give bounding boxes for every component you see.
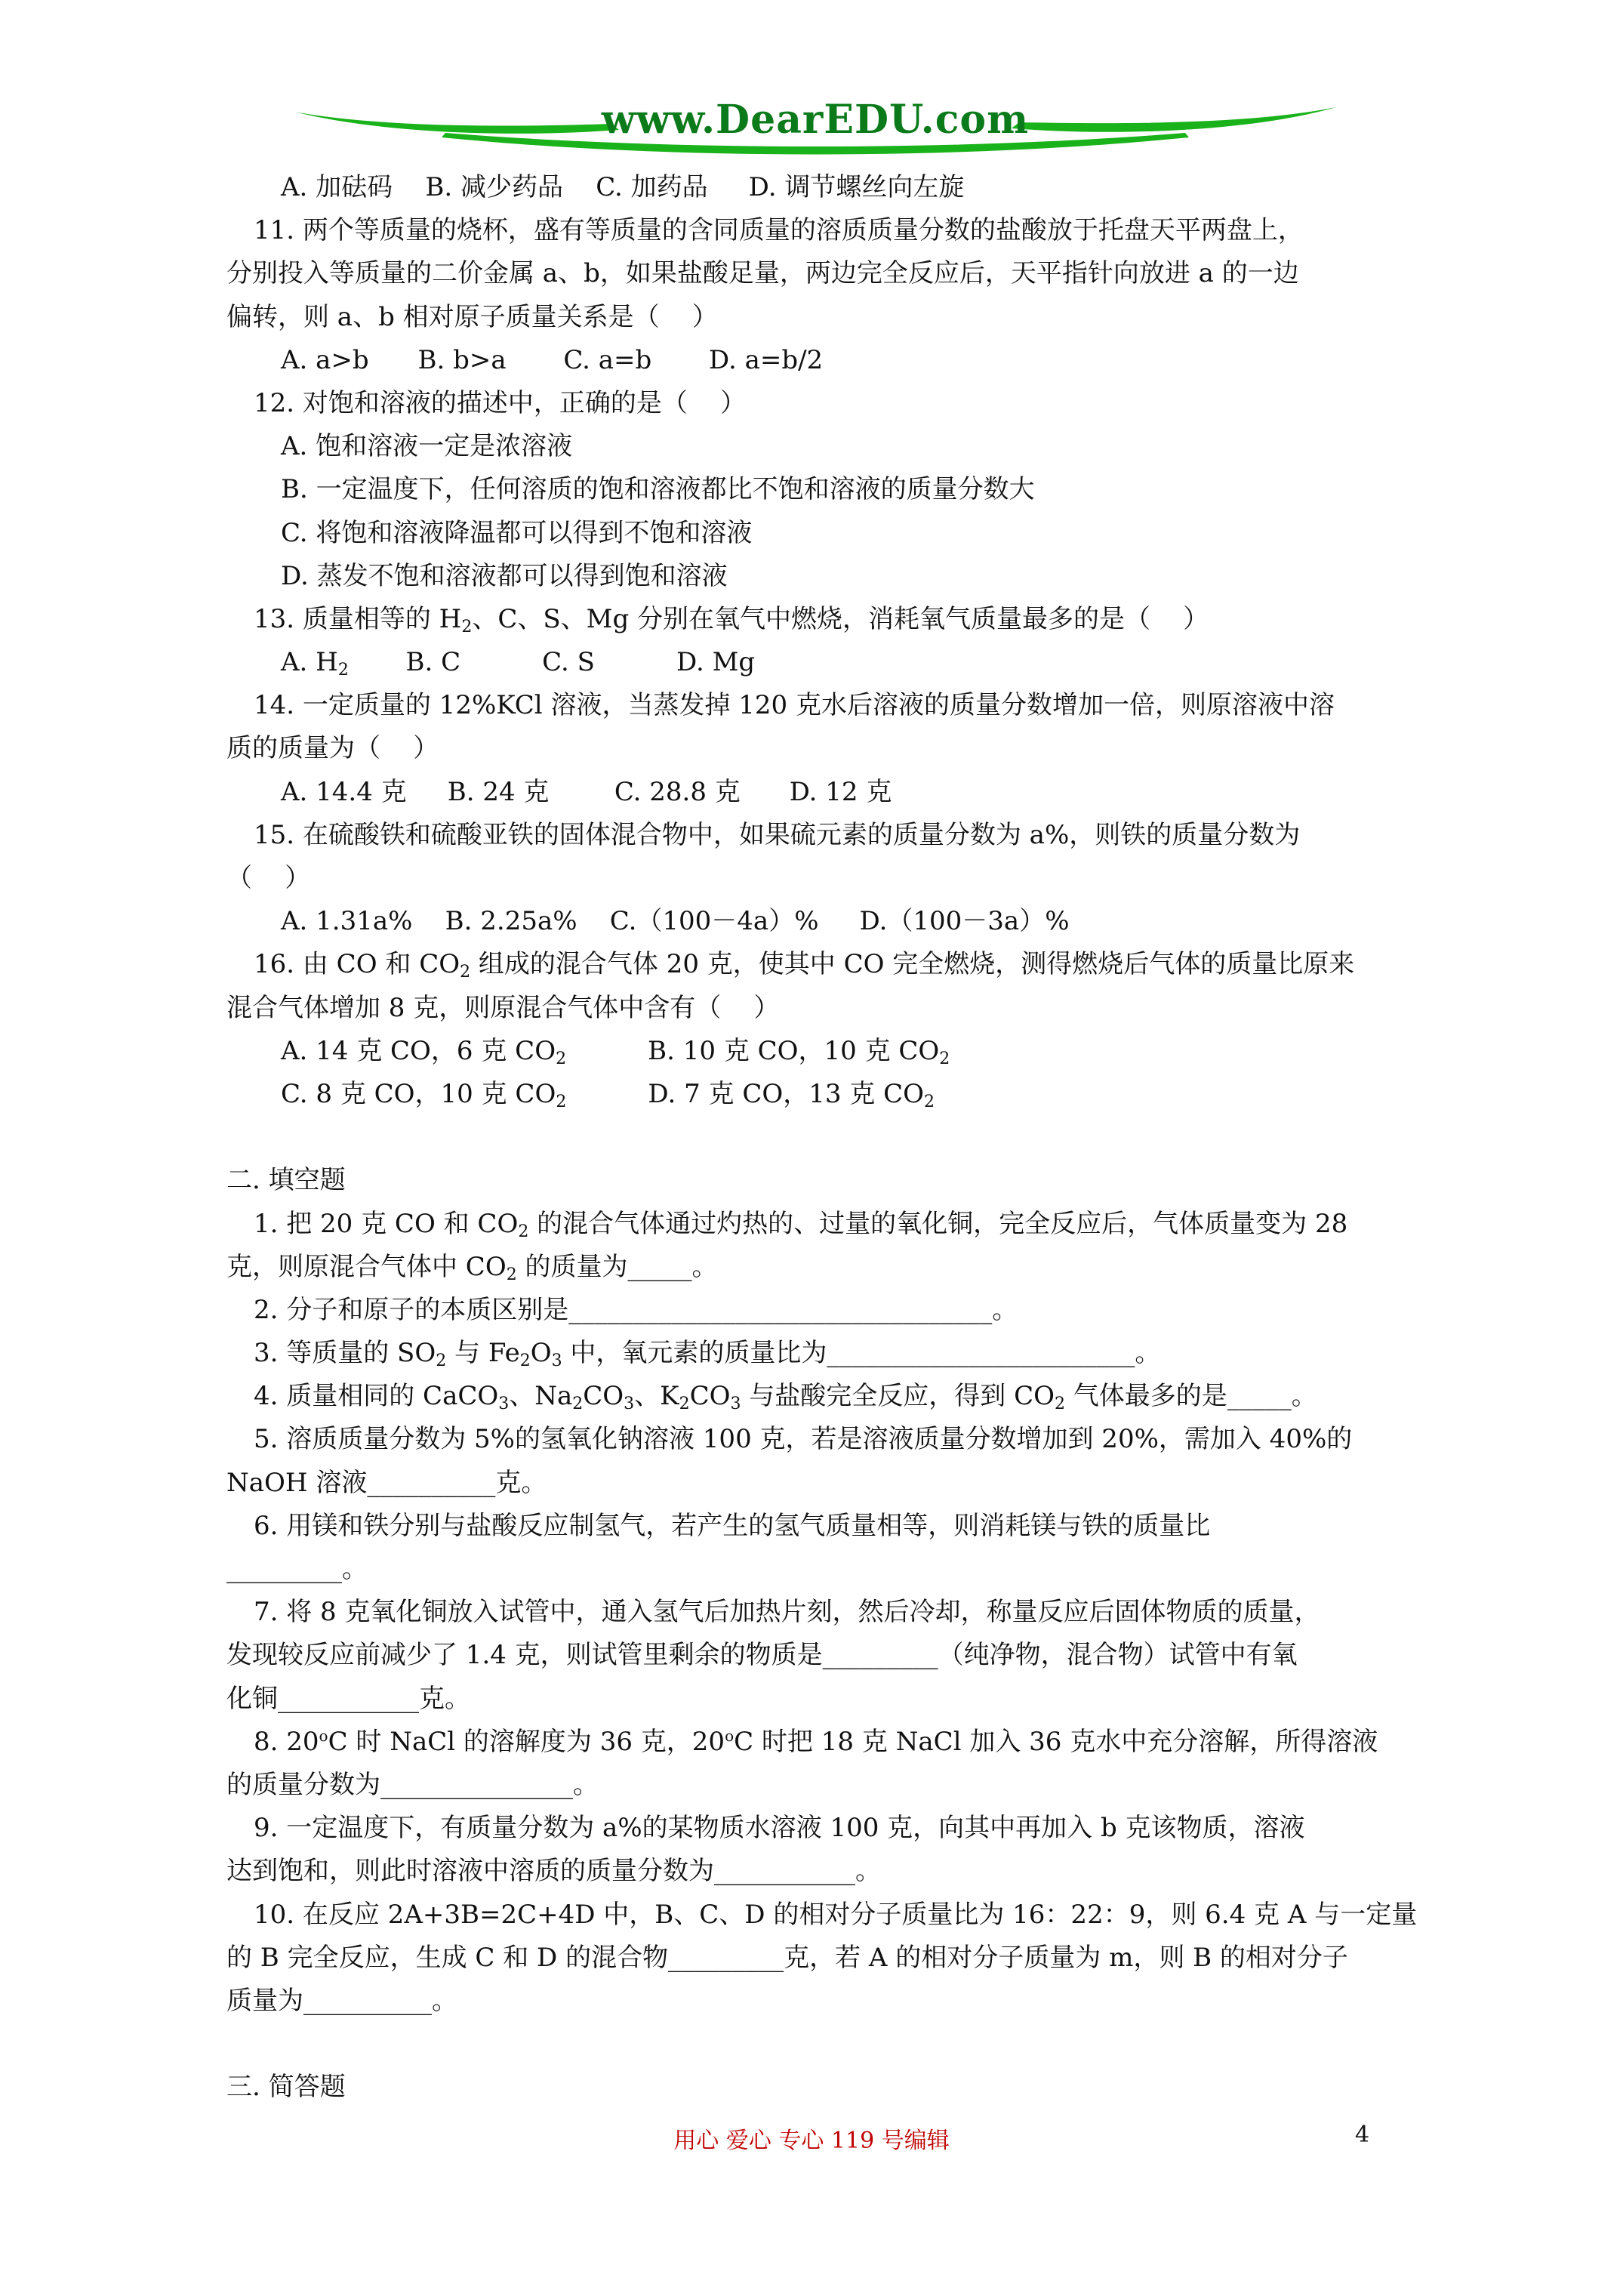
text-segment: B. 10 克 CO，10 克 CO: [566, 1035, 940, 1066]
text-segment: A. H: [281, 647, 338, 678]
text-segment: A. 14 克 CO，6 克 CO: [281, 1035, 556, 1066]
text-segment: D. 蒸发不饱和溶液都可以得到饱和溶液: [281, 560, 728, 591]
text-segment: 16. 由 CO 和 CO: [254, 949, 460, 980]
text-segment: 化铜___________克。: [226, 1683, 470, 1714]
superscript: o: [725, 1726, 735, 1745]
text-segment: 中，氧元素的质量比为________________________。: [562, 1338, 1161, 1369]
text-segment: 偏转，则 a、b 相对原子质量关系是（ ）: [226, 301, 718, 332]
text-segment: 克，则原混合气体中 CO: [226, 1251, 507, 1282]
footer-editor-note: 用心 爱心 专心 119 号编辑: [673, 2128, 950, 2154]
text-line: [226, 1850, 1427, 1893]
subscript: 2: [506, 1265, 517, 1284]
text-line: [226, 857, 1427, 900]
text-segment: 12. 对饱和溶液的描述中，正确的是（ ）: [254, 387, 747, 418]
text-line: [226, 1591, 1427, 1634]
text-segment: 的质量分数为_______________。: [226, 1769, 599, 1800]
text-line: [226, 1418, 1427, 1461]
subscript: 2: [436, 1351, 447, 1371]
blank-line: [226, 1116, 1427, 1159]
subscript: 2: [460, 963, 471, 982]
page-number: 4: [1355, 2122, 1370, 2148]
subscript: 2: [518, 1222, 529, 1241]
text-line: [226, 1678, 1427, 1721]
text-line: [226, 1159, 1427, 1202]
text-line: [226, 1980, 1427, 2023]
text-segment: 5. 溶质质量分数为 5%的氢氧化钠溶液 100 克，若是溶液质量分数增加到 20%，需加入 40%的: [254, 1424, 1353, 1455]
subscript: 3: [730, 1395, 741, 1414]
text-segment: D. 7 克 CO，13 克 CO: [566, 1078, 924, 1109]
text-segment: 3. 等质量的 SO: [254, 1338, 436, 1369]
text-segment: 11. 两个等质量的烧杯，盛有等质量的含同质量的溶质质量分数的盐酸放于托盘天平两盘上，: [254, 215, 1304, 246]
text-line: [226, 1073, 1427, 1116]
text-line: [226, 1505, 1427, 1548]
text-segment: 9. 一定温度下，有质量分数为 a%的某物质水溶液 100 克，向其中再加入 b 克该物质，溶液: [254, 1813, 1305, 1844]
text-line: [226, 1548, 1427, 1591]
text-segment: 发现较反应前减少了 1.4 克，则试管里剩余的物质是_________（纯净物，混合物）试管中有氧: [226, 1640, 1298, 1671]
text-line: [226, 1332, 1427, 1375]
site-logo-text: www.DearEDU.com: [601, 97, 1030, 143]
subscript: 2: [461, 617, 473, 636]
text-segment: A. 加砝码 B. 减少药品 C. 加药品 D. 调节螺丝向左旋: [281, 172, 965, 202]
blank-line: [226, 2023, 1427, 2066]
text-line: [226, 1721, 1427, 1764]
text-line: [226, 641, 1427, 684]
text-line: [226, 1937, 1427, 1980]
text-line: [226, 555, 1427, 598]
text-segment: 7. 将 8 克氧化铜放入试管中，通入氢气后加热片刻，然后冷却，称量反应后固体物质的质量，: [254, 1597, 1320, 1628]
text-segment: 8. 20: [254, 1726, 319, 1757]
text-segment: 、Na: [509, 1381, 573, 1412]
text-segment: C 时把 18 克 NaCl 加入 36 克水中充分溶解，所得溶液: [734, 1726, 1378, 1757]
text-segment: 、C、S、Mg 分别在氧气中燃烧，消耗氧气质量最多的是（ ）: [472, 603, 1209, 634]
text-segment: 、K: [634, 1381, 679, 1412]
subscript: 2: [572, 1395, 584, 1414]
text-line: [226, 814, 1427, 857]
text-segment: （ ）: [226, 863, 311, 893]
exam-content: [226, 166, 1427, 2109]
text-line: [226, 1030, 1427, 1073]
subscript: 3: [551, 1351, 562, 1371]
text-line: [226, 987, 1427, 1030]
text-line: [226, 209, 1427, 252]
text-line: [226, 727, 1427, 770]
text-segment: 1. 把 20 克 CO 和 CO: [254, 1208, 519, 1239]
text-segment: 达到饱和，则此时溶液中溶质的质量分数为___________。: [226, 1856, 881, 1887]
text-segment: C. 8 克 CO，10 克 CO: [281, 1078, 556, 1109]
subscript: 3: [498, 1395, 510, 1414]
text-line: [226, 468, 1427, 511]
text-line: [226, 252, 1427, 295]
text-line: [226, 598, 1427, 641]
text-segment: NaOH 溶液__________克。: [226, 1467, 547, 1498]
text-line: [226, 684, 1427, 727]
text-segment: 与盐酸完全反应，得到 CO: [741, 1381, 1055, 1412]
subscript: 2: [337, 661, 349, 680]
text-line: [226, 1807, 1427, 1850]
text-segment: 三. 简答题: [226, 2072, 346, 2103]
subscript: 2: [519, 1351, 531, 1371]
text-segment: 6. 用镁和铁分别与盐酸反应制氢气，若产生的氢气质量相等，则消耗镁与铁的质量比: [254, 1510, 1211, 1541]
text-line: [226, 900, 1427, 943]
text-segment: 二. 填空题: [226, 1165, 346, 1196]
text-line: [226, 2066, 1427, 2109]
text-line: [226, 166, 1427, 209]
text-segment: 分别投入等质量的二价金属 a、b，如果盐酸足量，两边完全反应后，天平指针向放进 a 的一边: [226, 258, 1299, 289]
text-line: [226, 771, 1427, 814]
subscript: 2: [1054, 1395, 1065, 1414]
text-segment: 与 Fe: [446, 1338, 520, 1369]
subscript: 2: [939, 1049, 950, 1068]
text-segment: 15. 在硫酸铁和硫酸亚铁的固体混合物中，如果硫元素的质量分数为 a%，则铁的质量分数为: [254, 819, 1301, 850]
text-segment: A. 饱和溶液一定是浓溶液: [281, 431, 573, 462]
text-line: [226, 512, 1427, 555]
text-segment: 混合气体增加 8 克，则原混合气体中含有（ ）: [226, 992, 780, 1023]
text-segment: B. C C. S D. Mg: [348, 647, 756, 678]
subscript: 3: [624, 1395, 635, 1414]
text-line: [226, 339, 1427, 382]
subscript: 2: [556, 1092, 567, 1111]
text-segment: 4. 质量相同的 CaCO: [254, 1381, 499, 1412]
text-segment: O: [530, 1338, 552, 1369]
subscript: 2: [923, 1092, 935, 1111]
text-line: [226, 1375, 1427, 1418]
text-segment: CO: [689, 1381, 731, 1412]
text-line: [226, 943, 1427, 986]
header-banner: [294, 91, 1336, 162]
text-line: [226, 1462, 1427, 1505]
text-segment: B. 一定温度下，任何溶质的饱和溶液都比不饱和溶液的质量分数大: [281, 474, 1035, 505]
text-segment: CO: [583, 1381, 624, 1412]
text-line: [226, 1634, 1427, 1677]
text-line: [226, 1289, 1427, 1332]
text-segment: 质量为__________。: [226, 1985, 457, 2016]
text-segment: 14. 一定质量的 12%KCl 溶液，当蒸发掉 120 克水后溶液的质量分数增加一倍，则原溶液中溶: [254, 690, 1335, 721]
text-line: [226, 296, 1427, 339]
text-segment: 气体最多的是_____。: [1064, 1381, 1317, 1412]
text-line: [226, 1203, 1427, 1246]
text-segment: 10. 在反应 2A+3B=2C+4D 中，B、C、D 的相对分子质量比为 16：22：9，则 6.4 克 A 与一定量: [254, 1899, 1418, 1930]
text-segment: A. 1.31a% B. 2.25a% C.（100－4a）% D.（100－3a）%: [281, 906, 1070, 937]
text-line: [226, 1246, 1427, 1289]
text-segment: 质的质量为（ ）: [226, 733, 439, 764]
superscript: o: [319, 1726, 328, 1745]
subscript: 2: [679, 1395, 690, 1414]
text-line: [226, 425, 1427, 468]
text-segment: C. 将饱和溶液降温都可以得到不饱和溶液: [281, 517, 753, 548]
text-segment: _________。: [226, 1554, 368, 1584]
text-line: [226, 1894, 1427, 1937]
text-line: [226, 382, 1427, 425]
text-segment: 的质量为_____。: [516, 1251, 718, 1282]
text-segment: 13. 质量相等的 H: [254, 603, 462, 634]
text-segment: A. a>b B. b>a C. a=b D. a=b/2: [281, 344, 824, 375]
text-segment: 2. 分子和原子的本质区别是_________________________________。: [254, 1294, 1018, 1325]
text-segment: A. 14.4 克 B. 24 克 C. 28.8 克 D. 12 克: [281, 776, 892, 807]
subscript: 2: [556, 1049, 567, 1068]
text-segment: 的混合气体通过灼热的、过量的氧化铜，完全反应后，气体质量变为 28: [528, 1208, 1348, 1239]
text-segment: C 时 NaCl 的溶解度为 36 克，20: [328, 1726, 725, 1757]
text-segment: 组成的混合气体 20 克，使其中 CO 完全燃烧，测得燃烧后气体的质量比原来: [470, 949, 1355, 980]
text-line: [226, 1764, 1427, 1807]
text-segment: 的 B 完全反应，生成 C 和 D 的混合物_________克，若 A 的相对分子质量为 m，则 B 的相对分子: [226, 1942, 1348, 1973]
